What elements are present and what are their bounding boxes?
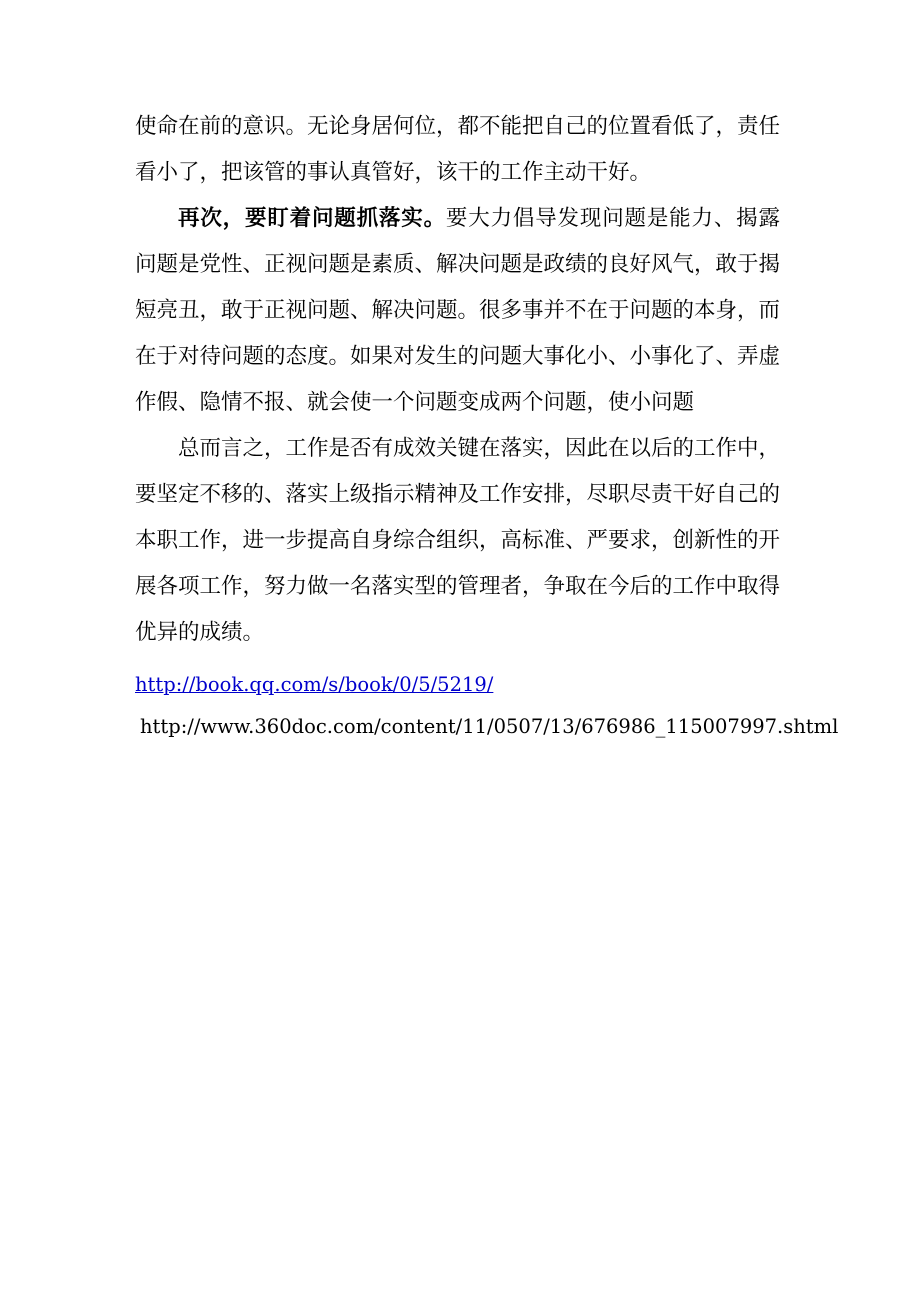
- paragraph-3-text: 总而言之，工作是否有成效关键在落实，因此在以后的工作中，要坚定不移的、落实上级指示精神及工作安排，尽职尽责干好自己的本职工作，进一步提高自身综合组织，高标准、严要求，创新性的开展各项工作，努力做一名落实型的管理者，争取在今后的工作中取得优异的成绩。: [135, 436, 781, 645]
- paragraph-2-text: 要大力倡导发现问题是能力、揭露问题是党性、正视问题是素质、解决问题是政绩的良好风气，敢于揭短亮丑，敢于正视问题、解决问题。很多事并不在于问题的本身，而在于对待问题的态度。如果对发生的问题大事化小、小事化了、弄虚作假、隐情不报、就会使一个问题变成两个问题，使小问题: [135, 206, 781, 415]
- paragraph-1-text: 使命在前的意识。无论身居何位，都不能把自己的位置看低了，责任看小了，把该管的事认真管好，该干的工作主动干好。: [135, 114, 781, 185]
- paragraph-3: [135, 426, 780, 656]
- hyperlink-line: [135, 656, 780, 706]
- document-body: [135, 104, 839, 748]
- plain-url-line: http://www.360doc.com/content/11/0507/13/676986_115007997.shtml: [140, 715, 839, 738]
- paragraph-2: [135, 196, 780, 426]
- paragraph-2-lead: 再次，要盯着问题抓落实。: [178, 206, 446, 231]
- book-qq-link[interactable]: http://book.qq.com/s/book/0/5/5219/: [135, 673, 494, 696]
- paragraph-1: [135, 104, 780, 196]
